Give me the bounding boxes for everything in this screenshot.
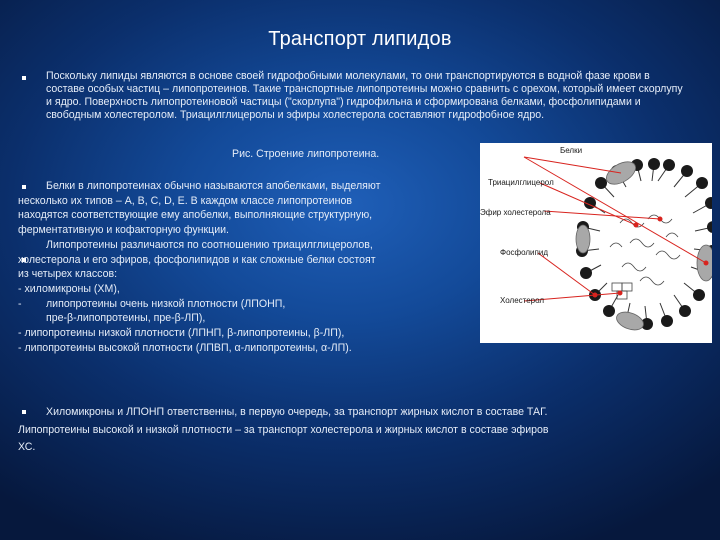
bullet-icon [22, 76, 26, 80]
class-ldl: - липопротеины низкой плотности (ЛПНП, β-липопротеины, β-ЛП), [18, 327, 345, 340]
text-line: находятся соответствующие ему апобелки, выполняющие структурную, [18, 209, 373, 222]
label-phospholipid: Фосфолипид [500, 248, 548, 257]
text-line: ХС. [18, 441, 36, 453]
text-line: холестерола и его эфиров, фосфолипидов и как сложные белки состоят [18, 253, 376, 266]
text-line: Липопротеины высокой и низкой плотности – за транспорт холестерола и жирных кислот в составе эфиров [18, 423, 549, 436]
slide-title: Транспорт липидов [268, 28, 452, 50]
label-cholesterol: Холестерол [500, 296, 545, 305]
dash-marker: - [18, 297, 22, 310]
label-triacylglycerol: Триацилглицерол [488, 178, 554, 187]
class-vldl-synonyms: пре-β-липопротеины, пре-β-ЛП), [46, 312, 206, 325]
lipoprotein-structure-figure [480, 143, 712, 343]
text-line: Хиломикроны и ЛПОНП ответственны, в первую очередь, за транспорт жирных кислот в составе ТАГ. [46, 406, 548, 418]
transport-function-text [18, 404, 708, 457]
apoproteins-and-classes-text [18, 179, 480, 355]
class-vldl-label: липопротеины очень низкой плотности (ЛПОНП, [46, 297, 286, 310]
label-cholesterol-ester: Эфир холестерола [480, 208, 551, 217]
label-proteins: Белки [560, 146, 583, 155]
text-line: несколько их типов – A, B, C, D, E. В каждом классе липопротеинов [18, 194, 352, 207]
phospholipid-heads [576, 158, 712, 330]
text-line: ферментативную и кофакторную функции. [18, 224, 229, 237]
class-hdl: - липопротеины высокой плотности (ЛПВП, α-липопротеины, α-ЛП). [18, 341, 352, 354]
figure-caption: Рис. Строение липопротеина. [232, 148, 380, 160]
text-line: из четырех классов: [18, 268, 118, 281]
class-chylomicrons: - хиломикроны (ХМ), [18, 282, 120, 295]
class-vldl [18, 297, 480, 312]
paragraph-lipoprotein-intro: Поскольку липиды являются в основе своей гидрофобными молекулами, то они транспортируются в водной фазе крови в составе особых частиц – липопротеинов. Такие транспортные липопротеины можно сравнить с орехом, который имеет скорлупу и ядро. Поверхность липопротеиновой частицы ("скорлупа") гидрофильна и сформирована белками, фосфолипидами и свободным холестеролом. Триацилглицеролы и эфиры холестерола составляют гидрофобное ядро. [46, 70, 683, 121]
text-line: Белки в липопротеинах обычно называются апобелками, выделяют [46, 180, 381, 192]
text-line: Липопротеины различаются по соотношению триацилглицеролов, [46, 238, 373, 251]
lipoprotein-diagram [480, 143, 712, 343]
